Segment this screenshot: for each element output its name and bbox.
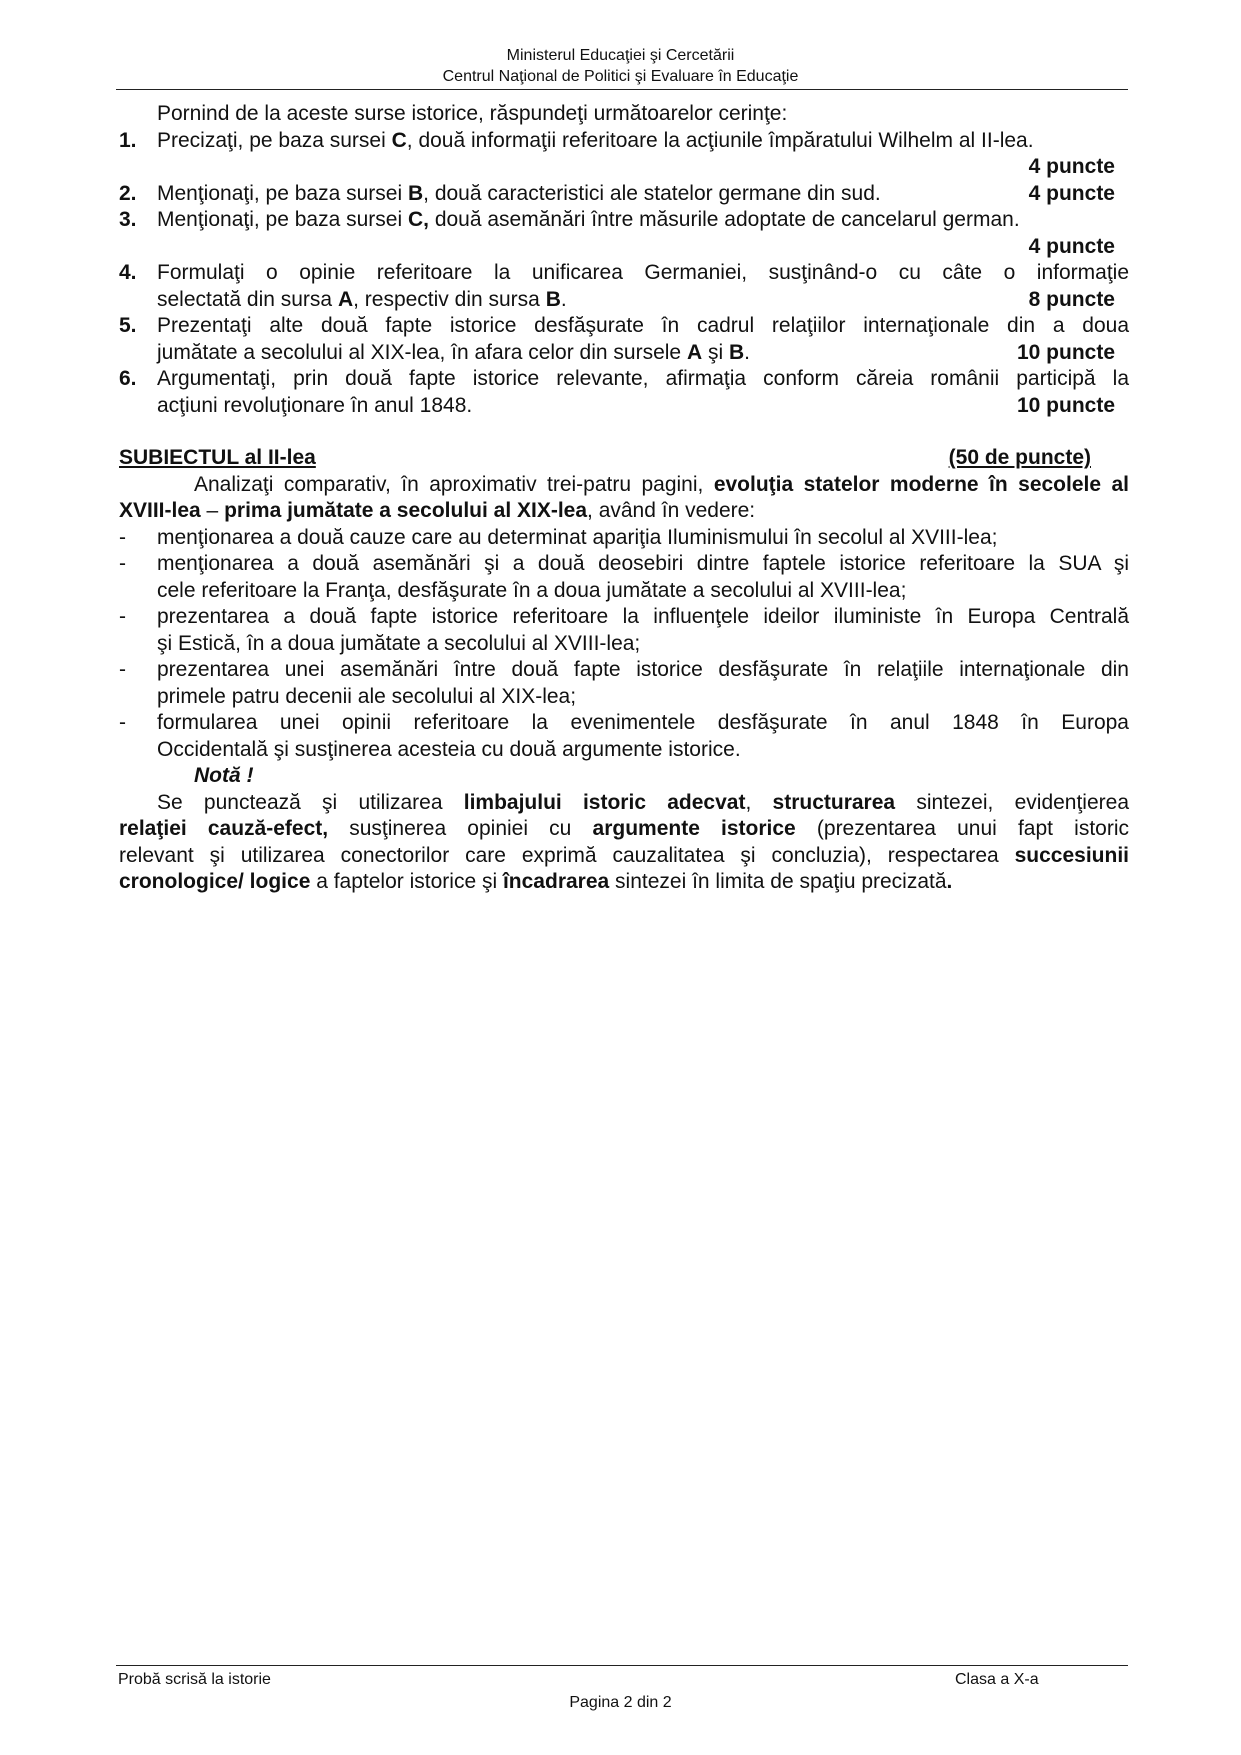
question-2-points: 4 puncte (1028, 181, 1115, 205)
subject-2-title: SUBIECTUL al II-lea (119, 446, 316, 469)
subject-2-item-1: - menţionarea a două cauze care au determinat apariţia Iluminismului în secolul al XVIII-lea; (119, 525, 998, 549)
document-body (119, 101, 1129, 896)
question-6: 6. Argumentaţi, prin două fapte istorice relevante, afirmaţia conform căreia românii participă la (119, 367, 1129, 390)
note-line-1: Se punctează şi utilizarea limbajului istoric adecvat, structurarea sintezei, evidenţierea (157, 790, 1130, 814)
question-1-points: 4 puncte (1028, 155, 1115, 178)
subject-2-points: (50 de puncte) (948, 446, 1091, 469)
question-3: 3. Menţionaţi, pe baza sursei C, două asemănări între măsurile adoptate de cancelarul german. (119, 208, 1020, 231)
question-5-line-2: jumătate a secolului al XIX-lea, în afara celor din sursele A şi B. 10 puncte (119, 340, 1129, 367)
note-line-3: relevant şi utilizarea conectorilor care exprimă cauzalitatea şi concluzia), respectarea succesiunii (119, 843, 1129, 867)
question-2: 2. Menţionaţi, pe baza sursei B, două caracteristici ale statelor germane din sud. 4 puncte (119, 181, 1129, 208)
question-5: 5. Prezentaţi alte două fapte istorice desfăşurate în cadrul relaţiilor internaţionale din a doua (119, 314, 1129, 337)
question-4-line-2: selectată din sursa A, respectiv din sursa B. 8 puncte (119, 287, 1129, 314)
subject-2-item-3: - prezentarea a două fapte istorice referitoare la influenţele ideilor iluministe în Europa Centrală (119, 605, 1129, 628)
subject-2-item-4: - prezentarea unei asemănări între două fapte istorice desfăşurate în relaţiile internaţionale din (119, 658, 1129, 681)
subject-2-item-5-line-2: Occidentală şi susţinerea acesteia cu două argumente istorice. (157, 737, 741, 761)
note-line-2: relaţiei cauză-efect, susţinerea opiniei cu argumente istorice (prezentarea unui fapt istoric (119, 817, 1129, 840)
subject-2-item-2: - menţionarea a două asemănări şi a două deosebiri dintre faptele istorice referitoare la SUA şi (119, 552, 1129, 575)
question-3-points: 4 puncte (1028, 234, 1115, 258)
question-4-points: 8 puncte (1028, 287, 1115, 311)
footer-page-number: Pagina 2 din 2 (569, 1694, 672, 1711)
subject-2-item-3-line-2: şi Estică, în a doua jumătate a secolului al XVIII-lea; (157, 631, 641, 655)
note-label: Notă ! (194, 764, 254, 787)
subject-2-item-4-line-2: primele patru decenii ale secolului al XIX-lea; (157, 684, 577, 708)
question-5-points: 10 puncte (1016, 340, 1115, 364)
header-center: Centrul Naţional de Politici şi Evaluare în Educaţie (442, 68, 799, 85)
question-6-line-2: acţiuni revoluţionare în anul 1848. 10 puncte (119, 393, 1129, 420)
footer-exam-title: Probă scrisă la istorie (118, 1671, 271, 1688)
intro-text: Pornind de la aceste surse istorice, răspundeţi următoarelor cerinţe: (157, 102, 788, 125)
note-line-4: cronologice/ logice a faptelor istorice şi încadrarea sintezei în limita de spaţiu precizată. (119, 870, 953, 893)
header-divider (116, 89, 1128, 90)
subject-2-item-2-line-2: cele referitoare la Franţa, desfăşurate în a doua jumătate a secolului al XVIII-lea; (157, 578, 907, 602)
subject-2-intro: Analizaţi comparativ, în aproximativ trei-patru pagini, evoluţia statelor moderne în secolele al (194, 472, 1129, 496)
footer-class: Clasa a X-a (955, 1671, 1039, 1688)
question-4: 4. Formulaţi o opinie referitoare la unificarea Germaniei, susţinând-o cu câte o informaţie (119, 261, 1129, 284)
subject-2-item-5: - formularea unei opinii referitoare la evenimentele desfăşurate în anul 1848 în Europa (119, 711, 1129, 734)
header-ministry: Ministerul Educaţiei şi Cercetării (506, 47, 735, 64)
subject-2-intro-line-2: XVIII-lea – prima jumătate a secolului al XIX-lea, având în vedere: (119, 499, 756, 522)
footer-divider (116, 1665, 1128, 1666)
question-6-points: 10 puncte (1016, 393, 1115, 417)
subject-2-heading (119, 445, 1129, 472)
question-1: 1. Precizaţi, pe baza sursei C, două informaţii referitoare la acţiunile împăratului Wilhelm al II-lea. (119, 128, 1034, 152)
